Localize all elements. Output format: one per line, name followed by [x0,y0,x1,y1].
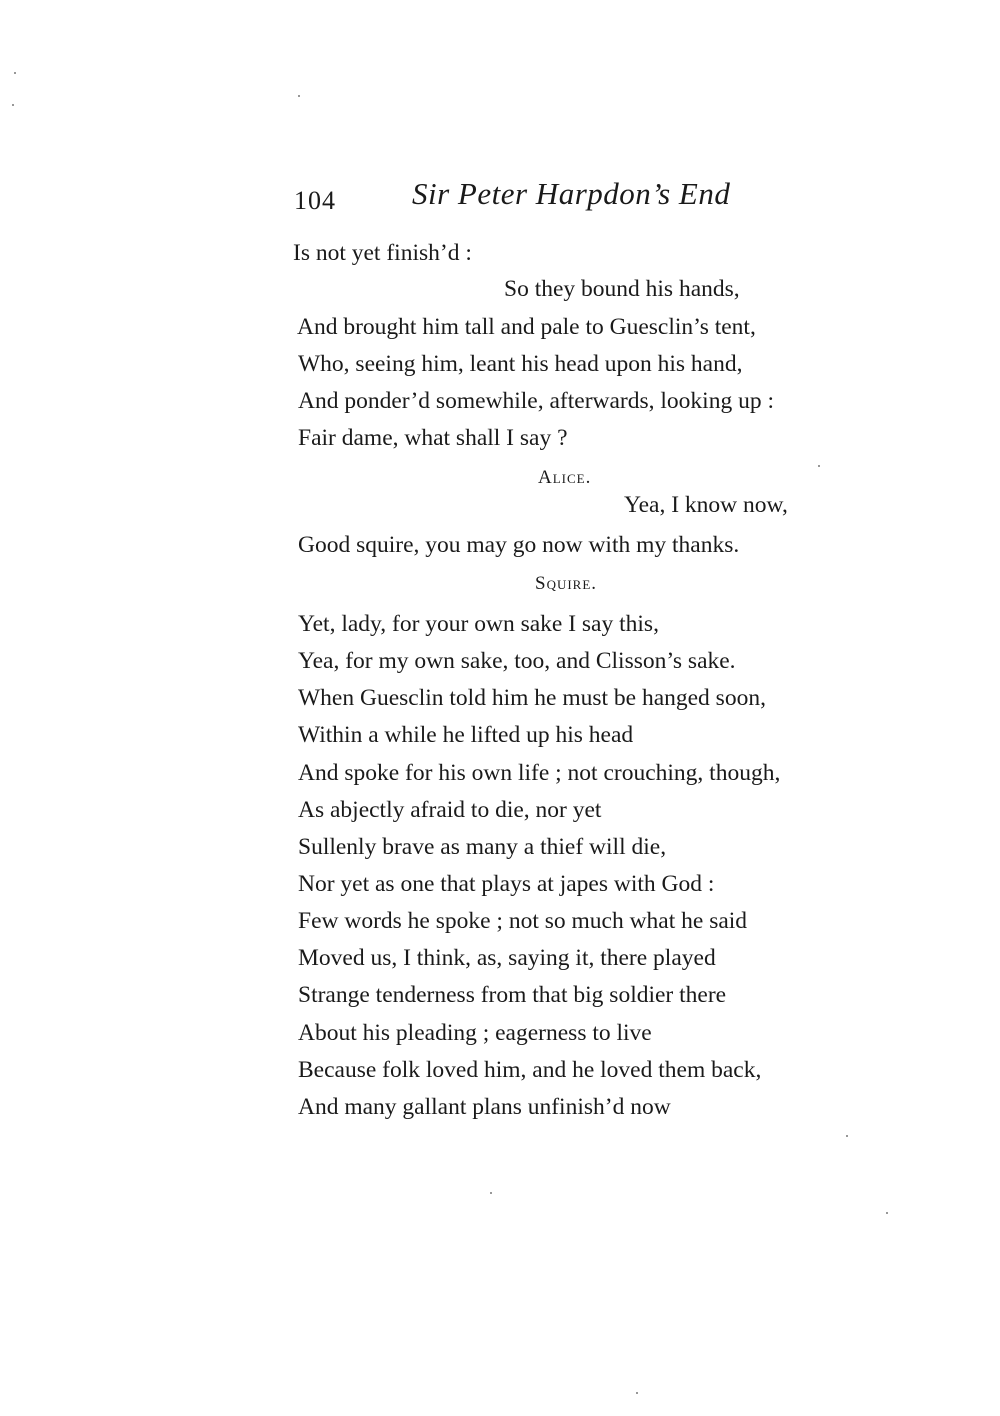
scan-speck [636,1392,638,1394]
scan-speck [846,1135,848,1137]
speaker-name-squire: Squire. [535,573,598,594]
poem-line: Who, seeing him, leant his head upon his hand, [298,351,743,377]
poem-line: And ponder’d somewhile, afterwards, looking up : [298,388,774,414]
poem-line: Yea, I know now, [624,492,788,518]
scan-speck [12,104,14,106]
poem-line: Within a while he lifted up his head [298,722,634,748]
scan-speck [818,465,820,467]
poem-line: Strange tenderness from that big soldier there [298,982,727,1008]
poem-line: Because folk loved him, and he loved them back, [298,1057,762,1083]
poem-line: Nor yet as one that plays at japes with God : [298,871,715,897]
poem-line: As abjectly afraid to die, nor yet [298,797,602,823]
poem-line: And spoke for his own life ; not crouching, though, [298,760,781,786]
poem-line: Good squire, you may go now with my thanks. [298,532,740,558]
poem-line: When Guesclin told him he must be hanged soon, [298,685,766,711]
poem-line: About his pleading ; eagerness to live [298,1020,652,1046]
poem-line: Is not yet finish’d : [293,240,472,266]
running-title: Sir Peter Harpdon’s End [412,176,731,211]
page-header [290,176,790,220]
poem-line: And many gallant plans unfinish’d now [298,1094,671,1120]
scan-speck [490,1192,492,1194]
poem-line: And brought him tall and pale to Guesclin’s tent, [297,314,756,340]
poem-line: So they bound his hands, [504,276,740,302]
poem-line: Moved us, I think, as, saying it, there played [298,945,716,971]
speaker-name-alice: Alice. [538,467,592,488]
scan-speck [886,1212,888,1214]
scan-speck [14,72,16,74]
poem-line: Yea, for my own sake, too, and Clisson’s sake. [298,648,736,674]
poem-line: Yet, lady, for your own sake I say this, [298,611,659,637]
scan-speck [298,95,300,97]
poem-line: Sullenly brave as many a thief will die, [298,834,667,860]
poem-line: Fair dame, what shall I say ? [298,425,568,451]
page-number: 104 [294,186,336,215]
poem-line: Few words he spoke ; not so much what he said [298,908,748,934]
